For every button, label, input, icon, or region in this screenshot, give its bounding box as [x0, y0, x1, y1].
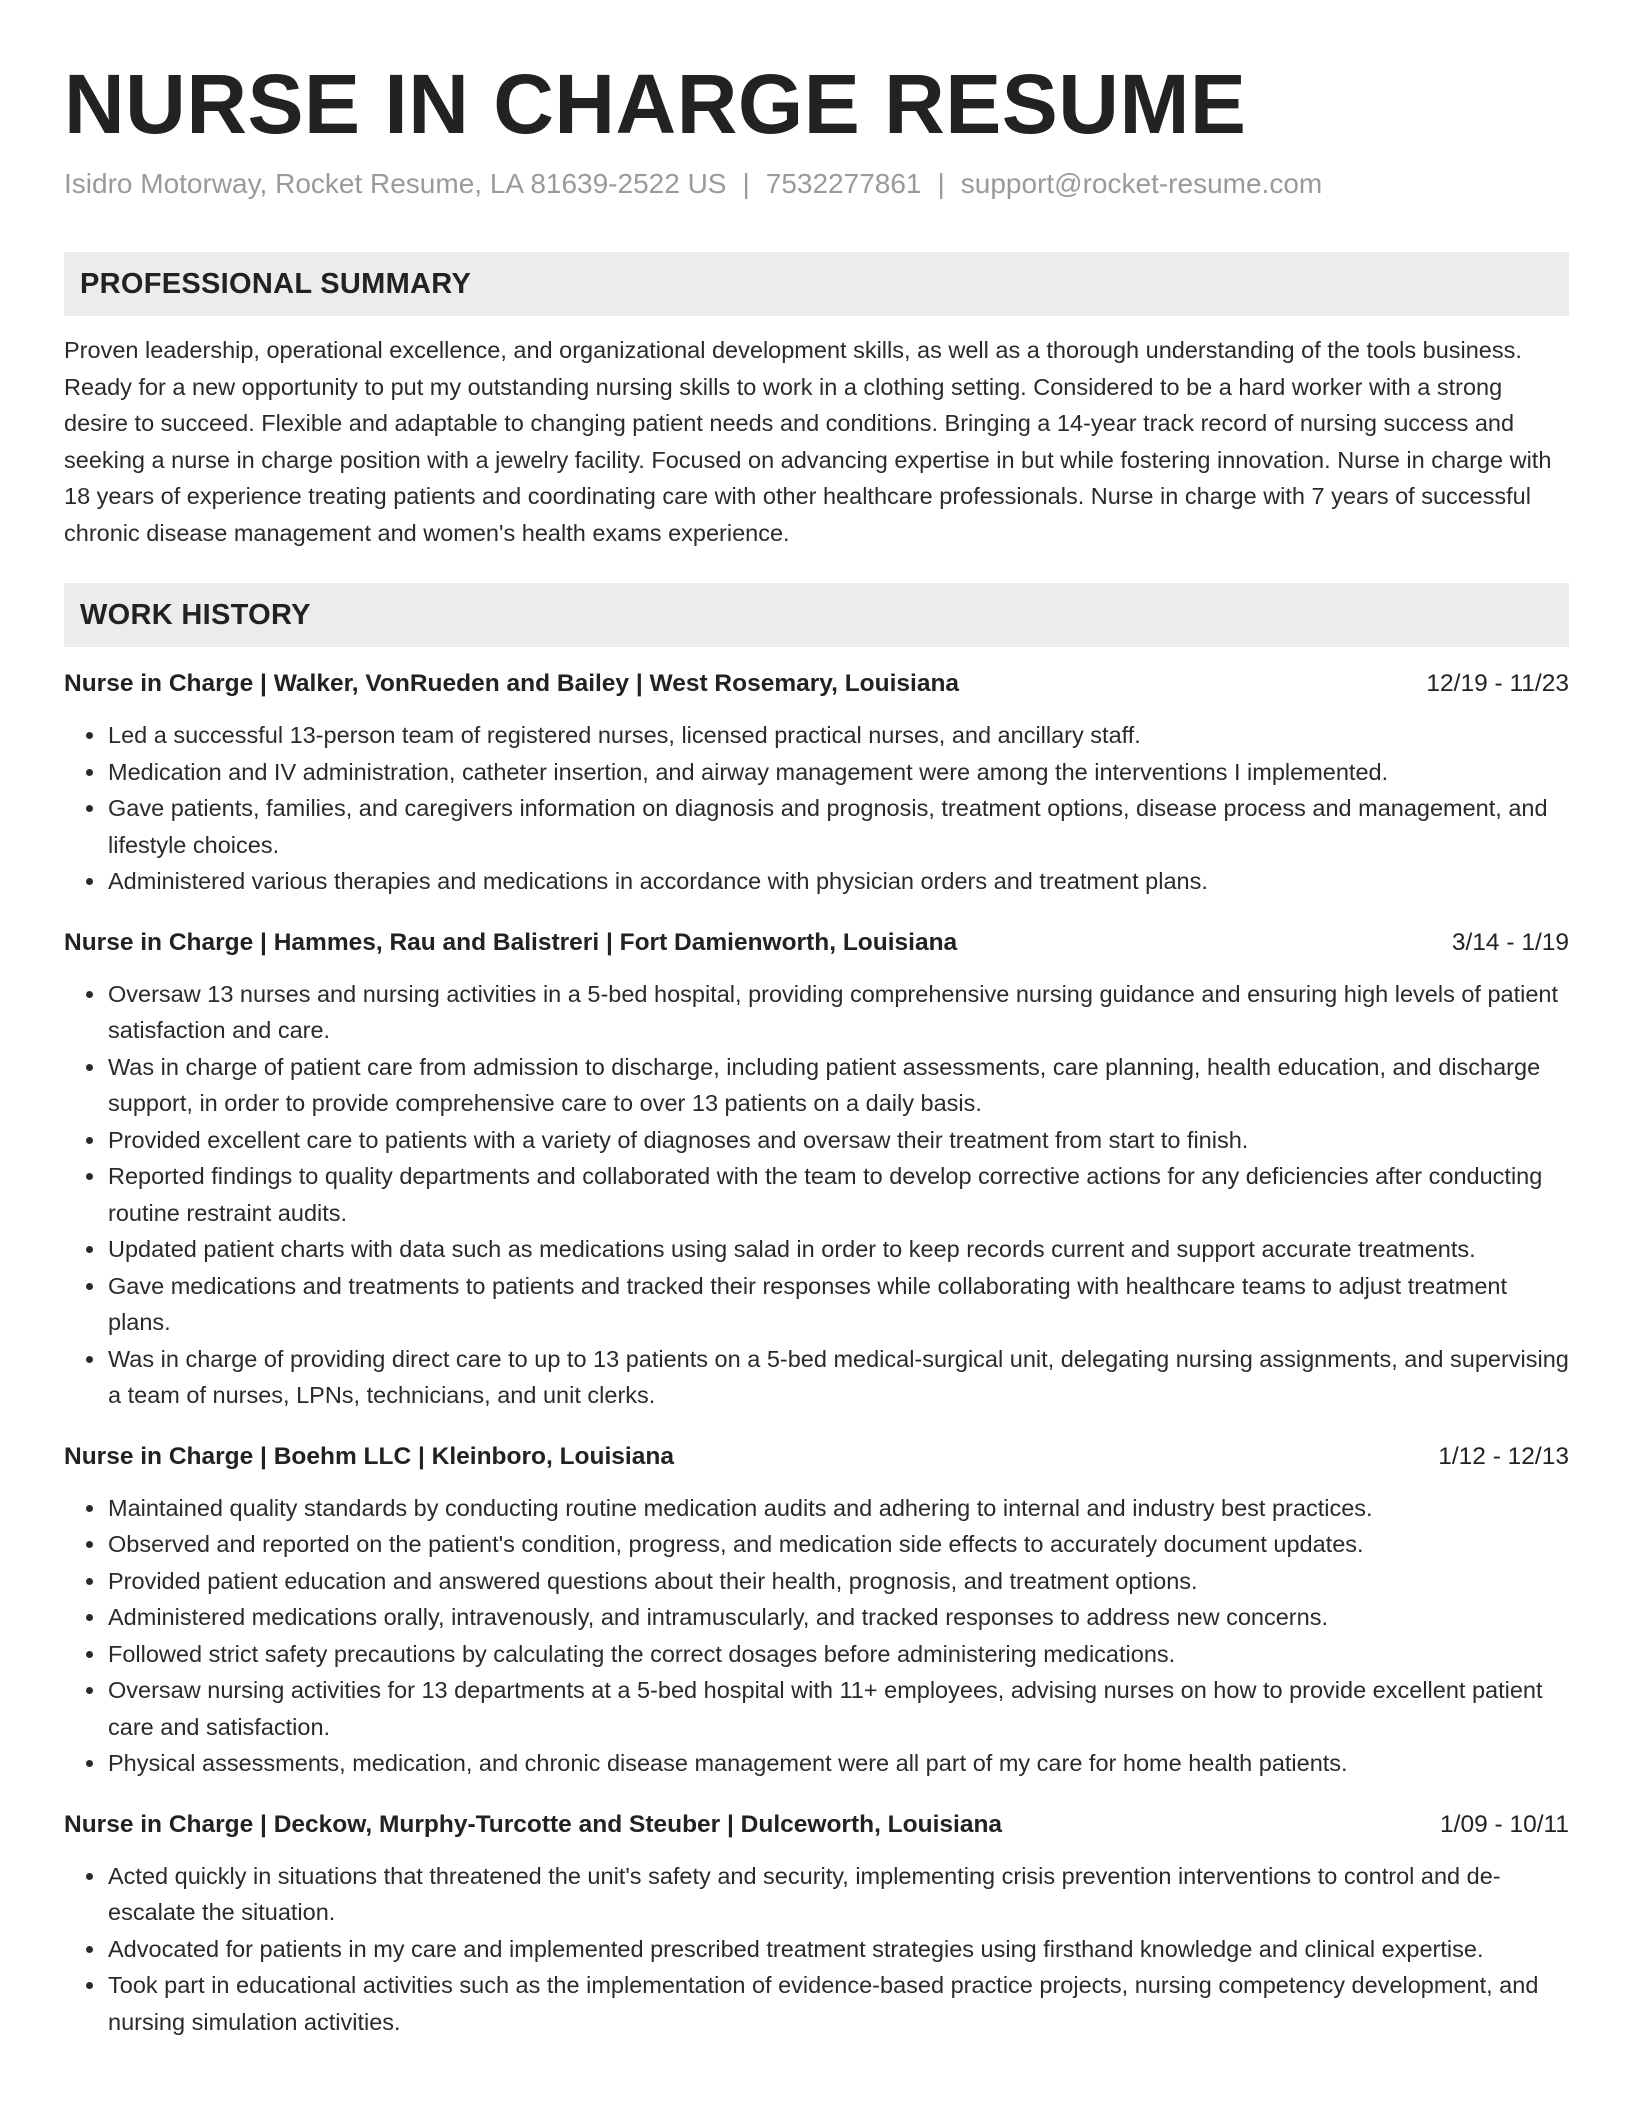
job-header: [64, 1808, 1569, 1842]
contact-separator: |: [742, 168, 750, 199]
job-bullet: • Followed strict safety precautions by calculating the correct dosages before administering medications.: [107, 1636, 1569, 1673]
work-heading: WORK HISTORY: [80, 598, 311, 631]
job-bullet: • Gave patients, families, and caregivers information on diagnosis and prognosis, treatment options, disease process and management, and lifestyle choices.: [107, 790, 1569, 863]
job-title: Nurse in Charge | Hammes, Rau and Balistreri | Fort Damienworth, Louisiana: [64, 928, 958, 956]
job-bullet: • Took part in educational activities such as the implementation of evidence-based practice projects, nursing competency development, and nursing simulation activities.: [107, 1967, 1569, 2040]
job-bullet: • Oversaw nursing activities for 13 departments at a 5-bed hospital with 11+ employees, advising nurses on how to provide excellent patient care and satisfaction.: [107, 1672, 1569, 1745]
summary-section-header: [64, 252, 1569, 316]
job-bullet: • Provided excellent care to patients with a variety of diagnoses and oversaw their treatment from start to finish.: [107, 1122, 1569, 1159]
job-header: [64, 667, 1569, 701]
summary-text: Proven leadership, operational excellence, and organizational development skills, as well as a thorough understanding of the tools business. Ready for a new opportunity to put my outstanding nursing skills to work in a clothing setting. Considered to be a hard worker with a strong desire to succeed. Flexible and adaptable to changing patient needs and conditions. Bringing a 14-year track record of nursing success and seeking a nurse in charge position with a jewelry facility. Focused on advancing expertise in but while fostering innovation. Nurse in charge with 18 years of experience treating patients and coordinating care with other healthcare professionals. Nurse in charge with 7 years of successful chronic disease management and women's health exams experience.: [64, 337, 1552, 546]
job-bullet: • Medication and IV administration, catheter insertion, and airway management were among the interventions I implemented.: [107, 754, 1569, 791]
job-bullet-list: [64, 717, 1569, 900]
job-bullet: • Maintained quality standards by conducting routine medication audits and adhering to internal and industry best practices.: [107, 1490, 1569, 1527]
job-entry: [64, 1440, 1569, 1782]
resume-title: NURSE IN CHARGE RESUME: [64, 57, 1247, 151]
job-bullet: • Acted quickly in situations that threatened the unit's safety and security, implementing crisis prevention interventions to control and de-escalate the situation.: [107, 1858, 1569, 1931]
job-bullet: • Administered various therapies and medications in accordance with physician orders and treatment plans.: [107, 863, 1569, 900]
job-bullet: • Provided patient education and answered questions about their health, prognosis, and treatment options.: [107, 1563, 1569, 1600]
job-bullet: • Led a successful 13-person team of registered nurses, licensed practical nurses, and ancillary staff.: [107, 717, 1569, 754]
contact-line: [64, 166, 1569, 202]
job-bullet: • Physical assessments, medication, and chronic disease management were all part of my care for home health patients.: [107, 1745, 1569, 1782]
job-bullet: • Reported findings to quality departments and collaborated with the team to develop corrective actions for any deficiencies after conducting routine restraint audits.: [107, 1158, 1569, 1231]
contact-address: Isidro Motorway, Rocket Resume, LA 81639-2522 US: [64, 168, 727, 199]
job-dates: 1/12 - 12/13: [1438, 1442, 1569, 1470]
job-header: [64, 926, 1569, 960]
job-bullet: • Administered medications orally, intravenously, and intramuscularly, and tracked responses to address new concerns.: [107, 1599, 1569, 1636]
work-section-header: [64, 583, 1569, 647]
job-bullet: • Advocated for patients in my care and implemented prescribed treatment strategies using firsthand knowledge and clinical expertise.: [107, 1931, 1569, 1968]
job-dates: 3/14 - 1/19: [1451, 928, 1569, 956]
job-bullet: • Observed and reported on the patient's condition, progress, and medication side effects to accurately document updates.: [107, 1526, 1569, 1563]
job-bullet: • Oversaw 13 nurses and nursing activities in a 5-bed hospital, providing comprehensive nursing guidance and ensuring high levels of patient satisfaction and care.: [107, 976, 1569, 1049]
contact-phone: 7532277861: [765, 168, 922, 199]
job-entry: [64, 667, 1569, 900]
job-bullet-list: [64, 1858, 1569, 2041]
job-bullet-list: [64, 976, 1569, 1414]
job-entry: [64, 926, 1569, 1414]
job-bullet: • Was in charge of providing direct care to up to 13 patients on a 5-bed medical-surgical unit, delegating nursing assignments, and supervising a team of nurses, LPNs, technicians, and unit clerks.: [107, 1341, 1569, 1414]
job-title: Nurse in Charge | Boehm LLC | Kleinboro, Louisiana: [64, 1442, 674, 1470]
job-bullet: • Was in charge of patient care from admission to discharge, including patient assessments, care planning, health education, and discharge support, in order to provide comprehensive care to over 13 patients on a daily basis.: [107, 1049, 1569, 1122]
job-header: [64, 1440, 1569, 1474]
job-dates: 1/09 - 10/11: [1440, 1810, 1569, 1838]
contact-separator: |: [937, 168, 945, 199]
job-dates: 12/19 - 11/23: [1426, 670, 1569, 697]
contact-email: support@rocket-resume.com: [960, 168, 1323, 199]
job-title: Nurse in Charge | Walker, VonRueden and Bailey | West Rosemary, Louisiana: [64, 670, 960, 697]
summary-heading: PROFESSIONAL SUMMARY: [80, 267, 472, 300]
job-bullet: • Updated patient charts with data such as medications using salad in order to keep records current and support accurate treatments.: [107, 1231, 1569, 1268]
work-history-list: [64, 667, 1569, 2040]
job-bullet: • Gave medications and treatments to patients and tracked their responses while collaborating with healthcare teams to adjust treatment plans.: [107, 1268, 1569, 1341]
job-bullet-list: [64, 1490, 1569, 1782]
job-title: Nurse in Charge | Deckow, Murphy-Turcotte and Steuber | Dulceworth, Louisiana: [64, 1810, 1003, 1838]
resume-page: [64, 52, 1569, 2040]
job-entry: [64, 1808, 1569, 2041]
